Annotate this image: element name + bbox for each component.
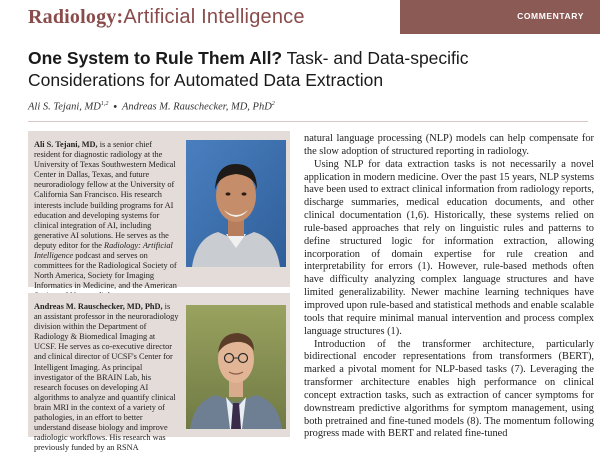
article-body (304, 133, 594, 441)
article-title-bold: One System to Rule Them All? (28, 48, 283, 68)
author-line (28, 101, 275, 113)
author-1: Ali S. Tejani, MD (28, 101, 101, 113)
bio-1-body-end: podcast and serves on committees for the Radiological Society of North America, Society for Imaging Informatics in Medicine, and the American (34, 251, 177, 291)
bio-1-podcast: Radiology: Artificial Intelligence (34, 240, 173, 261)
bio-2-body: is an assistant professor in the neuroradiology division within the Department of Radiology & Biomedical Imaging at UCSF. He serves as co-executive director and clinical director of UCSF's Center for Intelligent Imaging. As principal investigator of the BRAIN Lab, his research focuses on developing AI algorithms to analyze and quantify clinical brain MRI in the context of a variety of pathologies, in an effort to better understand disease biology and improve radiologic workflows. His research was previously funded by an RSNA (34, 302, 179, 453)
body-paragraph-1: natural language processing (NLP) models can help compensate for the slow adoption of structured reporting in radiology. (304, 133, 594, 157)
author-2-affiliation: 2 (271, 101, 275, 107)
bio-1-body: is a senior chief resident for diagnostic radiology at the University of Texas Southwestern Medical Center in Dallas, Texas, and future neuroradiology fellow at the University of California San Francisco. His research interests include building programs for AI education and developing systems for clinical integration of AI, including generative AI solutions. He serves as the deputy editor for the (34, 140, 176, 250)
bio-text-2 (34, 302, 179, 453)
body-paragraph-3: Introduction of the transformer architecture, particularly bidirectional encoder representations from transformers (BERT), marked a pivotal moment for NLP-based tasks (7). Leveraging the transformer architecture enables high performance on clinical concept extraction tasks, such as extraction of cancer symptoms for downstream predictive algorithms for symptom management, using both pretrained and fine-tuned models (8). The momentum following progress made with BERT and related fine-tuned (304, 338, 594, 440)
article-title (28, 47, 568, 91)
bio-text-1 (34, 140, 179, 302)
article-title-rest: Task- and Data-specific Considerations for Automated Data Extraction (28, 48, 469, 90)
journal-name-part1: Radiology: (28, 6, 124, 28)
author-bio-box-1 (28, 131, 290, 291)
author-2-photo (186, 305, 286, 429)
author-separator: • (113, 101, 118, 113)
bio-1-name: Ali S. Tejani, MD, (34, 140, 98, 149)
author-1-photo (186, 140, 286, 267)
journal-title (28, 6, 305, 29)
author-1-affiliation: 1,2 (100, 101, 109, 107)
journal-name-part2: Artificial Intelligence (123, 6, 305, 28)
body-paragraph-2: Using NLP for data extraction tasks is not necessarily a novel application in modern medicine. Over the past 15 years, NLP systems have been used to extract clinical information from radiology reports, discharge summaries, medical education documents, and other clinical documentation (1,6). Historically, these systems relied on rule-based approaches that rely on linguistic rules and patterns to define structured logic for information extraction, allowing incorporation of domain expertise for rule creation and interpretability for errors (1). However, rule-based methods often have difficulty analyzing complex language structures and have limited generalizability. Newer machine learning techniques have improved upon rule-based and statistical methods and enable scalable tools that require minimal manual intervention and process complex language structures (1). (304, 158, 594, 337)
section-tag: COMMENTARY (400, 0, 600, 34)
header-divider (28, 121, 588, 122)
author-bio-box-2 (28, 293, 290, 453)
bio-2-name: Andreas M. Rauschecker, MD, PhD, (34, 302, 163, 311)
author-2: Andreas M. Rauschecker, MD, PhD (122, 101, 272, 113)
